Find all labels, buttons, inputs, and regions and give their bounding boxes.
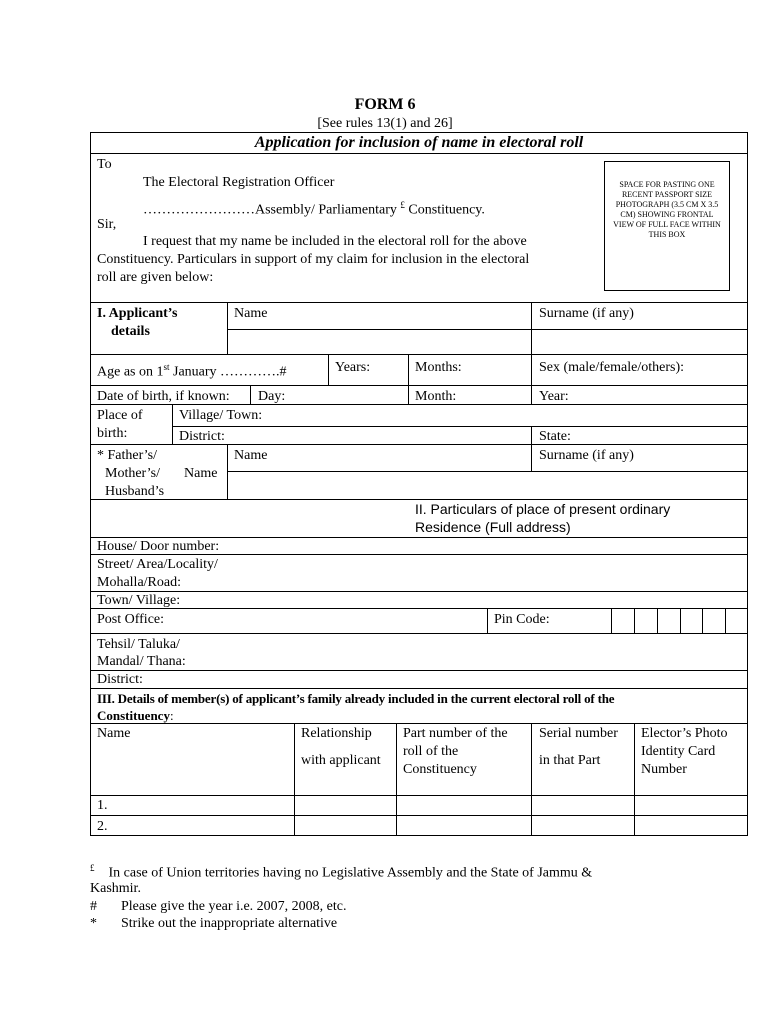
form-title: FORM 6 [354,96,416,113]
age-label-sup: st [163,362,170,372]
pin-box-divider [634,608,635,633]
divider [487,608,488,633]
footnote-ref-pound: £ [400,200,405,210]
divider [90,670,748,671]
pin-box-divider [611,608,612,633]
form-subtitle: [See rules 13(1) and 26] [317,116,453,131]
applicant-surname-label: Surname (if any) [539,306,634,321]
divider [328,354,329,385]
age-label-b: January ………….# [169,364,287,380]
relative-surname-label: Surname (if any) [539,448,634,463]
divider [408,354,409,385]
letter-salutation: Sir, [97,217,117,232]
street-label-1: Street/ Area/Locality/ [97,557,218,572]
relative-label-name: Name [184,466,218,481]
footnote-3-text: Strike out the inappropriate alternative [121,916,338,931]
letter-to: To [97,157,112,172]
divider [531,426,532,444]
section3-heading-colon: : [169,708,174,723]
col-part-header-3: Constituency [403,762,477,777]
footnote-3-mark: * [90,916,97,931]
pob-district-label: District: [179,429,225,444]
table-row-number: 1. [97,798,108,813]
divider [396,723,397,836]
relative-label-1: * Father’s/ [97,448,158,463]
divider [634,723,635,836]
relative-name-label: Name [234,448,268,463]
col-relationship-header-1: Relationship [301,726,372,741]
col-part-header-1: Part number of the [403,726,508,741]
dob-year-label: Year: [539,389,569,404]
letter-addressee: The Electoral Registration Officer [143,175,335,190]
divider [90,354,748,355]
photo-box [604,161,730,291]
footnote-2-mark: # [90,899,97,914]
tehsil-label-1: Tehsil/ Taluka/ [97,637,180,652]
tehsil-label-2: Mandal/ Thana: [97,654,186,669]
col-part-header-2: roll of the [403,744,459,759]
dob-day-label: Day: [258,389,286,404]
divider [227,329,748,330]
pin-box-divider [702,608,703,633]
divider [294,723,295,836]
pin-box-divider [725,608,726,633]
house-label: House/ Door number: [97,539,220,554]
footnote-1-cont: Kashmir. [90,881,141,896]
divider [531,444,532,471]
post-office-label: Post Office: [97,612,165,627]
relative-label-3: Husband’s [105,484,165,499]
col-epic-header-1: Elector’s Photo [641,726,728,741]
divider [531,385,532,404]
pob-label-2: birth: [97,426,128,441]
divider [531,302,532,354]
footnote-2-text: Please give the year i.e. 2007, 2008, etc. [121,899,347,914]
divider [90,591,748,592]
dob-label: Date of birth, if known: [97,389,230,404]
applicant-name-label: Name [234,306,268,321]
col-epic-header-3: Number [641,762,687,777]
divider [90,302,748,303]
age-label [97,359,287,381]
divider [90,404,748,405]
divider [90,795,748,796]
divider [90,608,748,609]
pob-state-label: State: [539,429,571,444]
divider [90,688,748,689]
divider [250,385,251,404]
divider [408,385,409,404]
divider [90,153,748,154]
section1-label-2: details [111,324,150,339]
divider [90,499,748,500]
relative-label-2: Mother’s/ [105,466,160,481]
divider [172,404,173,444]
col-relationship-header-2: with applicant [301,753,381,768]
divider [90,554,748,555]
form-heading: Application for inclusion of name in electoral roll [254,134,584,151]
divider [90,815,748,816]
col-name-header: Name [97,726,131,741]
divider [531,354,532,385]
street-label-2: Mohalla/Road: [97,575,181,590]
months-label: Months: [415,360,462,375]
photo-box-text: SPACE FOR PASTING ONE RECENT PASSPORT SIZE PHOTOGRAPH (3.5 CM X 3.5 CM) SHOWING FRONTAL VIEW OF FULL FACE WITHIN THIS BOX [613,180,721,239]
pin-box-divider [657,608,658,633]
divider [90,444,748,445]
pin-box-divider [680,608,681,633]
col-epic-header-2: Identity Card [641,744,716,759]
divider [90,723,748,724]
section3-heading-2 [97,707,174,724]
section2-heading-2: Residence (Full address) [415,519,571,535]
town-label: Town/ Village: [97,593,181,608]
footnote-1 [90,860,592,882]
divider [172,426,748,427]
section3-heading-1: III. Details of member(s) of applicant’s family already included in the current electoral roll of the [97,691,615,706]
letter-body-3: roll are given below: [97,270,214,285]
divider [227,471,748,472]
divider [90,633,748,634]
letter-body-2: Constituency. Particulars in support of my claim for inclusion in the electoral [97,252,530,267]
section1-label-1: I. Applicant’s [97,306,178,321]
constituency-line [143,197,485,219]
constituency-line-a: ……………………Assembly/ Parliamentary [143,202,397,218]
age-label-a: Age as on 1 [97,364,164,380]
section2-heading-1: II. Particulars of place of present ordinary [415,501,671,517]
pin-code-label: Pin Code: [494,612,550,627]
years-label: Years: [335,360,371,375]
pob-label-1: Place of [97,408,143,423]
footnote-1-text: In case of Union territories having no Legislative Assembly and the State of Jammu & [108,865,593,881]
footnote-1-mark: £ [90,863,95,873]
divider [227,302,228,354]
letter-body-1: I request that my name be included in the electoral roll for the above [143,234,527,249]
col-serial-header-1: Serial number [539,726,618,741]
divider [90,385,748,386]
constituency-line-b: Constituency. [408,202,485,218]
dob-month-label: Month: [415,389,457,404]
address-district-label: District: [97,672,143,687]
section3-heading-2-text: Constituency [97,708,170,723]
table-row-number: 2. [97,819,108,834]
sex-label: Sex (male/female/others): [539,360,684,375]
village-label: Village/ Town: [179,408,263,423]
col-serial-header-2: in that Part [539,753,601,768]
divider [531,723,532,836]
